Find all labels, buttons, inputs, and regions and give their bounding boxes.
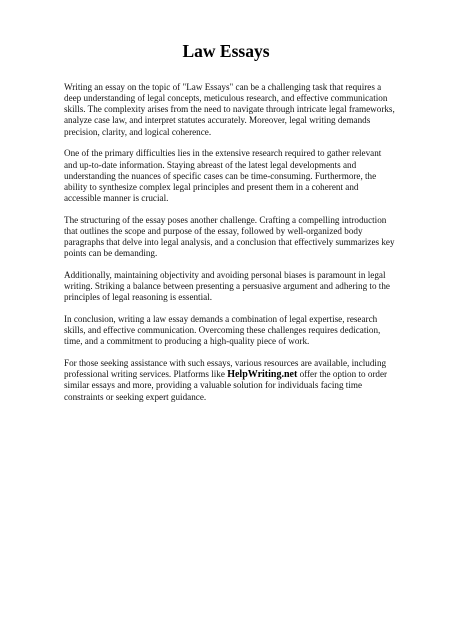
- assistance-text-before: For those seeking assistance with such essays, various resources are available, including professional writing services. Platforms like: [64, 358, 387, 380]
- paragraph-conclusion: In conclusion, writing a law essay demands a combination of legal expertise, research skills, and effective communication. Overcoming these challenges requires dedication, time, and a commitment to producing a high-quality piece of work.: [64, 314, 381, 347]
- paragraph-assistance: [64, 358, 396, 403]
- helpwriting-link[interactable]: HelpWriting.net: [227, 369, 298, 381]
- paragraph-research: One of the primary difficulties lies in the extensive research required to gather relevant and up-to-date information. Staying abreast of the latest legal developments and understanding the nuances of specific cases can be time-consuming. Furthermore, the ability to synthesize complex legal principles and present them in a coherent and accessible manner is crucial.: [64, 148, 382, 203]
- paragraph-structure: The structuring of the essay poses another challenge. Crafting a compelling introduction that outlines the scope and purpose of the essay, followed by well-organized body paragraphs that delve into legal analysis, and a conclusion that effectively summarizes key points can be demanding.: [64, 214, 395, 259]
- document-body: [64, 82, 396, 413]
- document-title: Law Essays: [182, 41, 270, 61]
- assistance-text-after: offer the option to order similar essays and more, providing a valuable solution for individuals facing time constraints or seeking expert guidance.: [64, 369, 388, 402]
- paragraph-intro: Writing an essay on the topic of "Law Essays" can be a challenging task that requires a deep understanding of legal concepts, meticulous research, and effective communication skills. The complexity arises from the need to navigate through intricate legal frameworks, analyze case law, and interpret statutes accurately. Moreover, legal writing demands precision, clarity, and logical coherence.: [64, 82, 395, 137]
- paragraph-objectivity: Additionally, maintaining objectivity and avoiding personal biases is paramount in legal writing. Striking a balance between presenting a persuasive argument and adhering to the principles of legal reasoning is essential.: [64, 269, 390, 303]
